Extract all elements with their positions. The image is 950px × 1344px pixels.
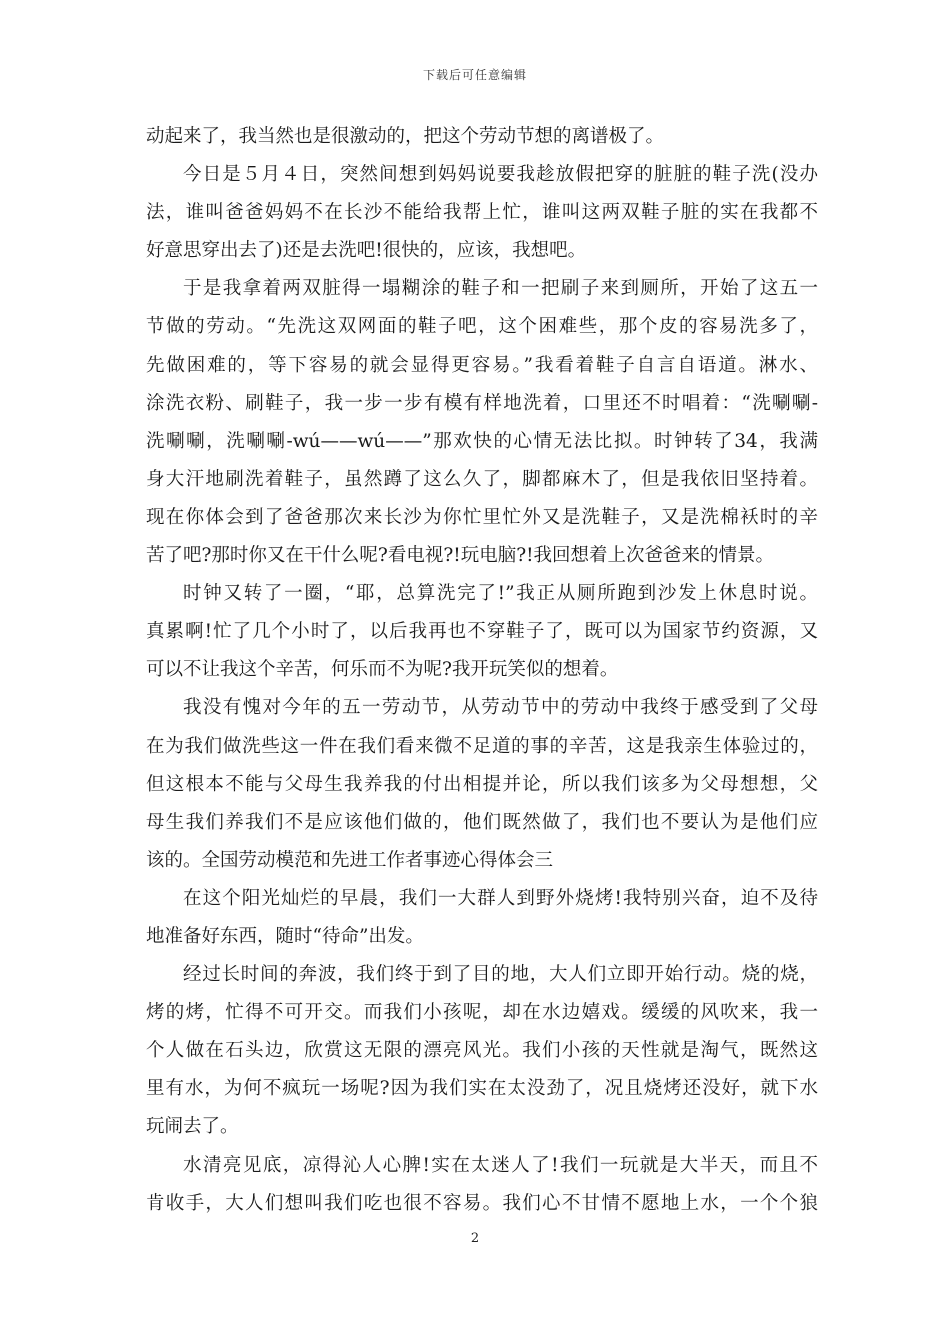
document-body	[146, 118, 818, 1223]
page-header: 下载后可任意编辑	[422, 68, 527, 82]
text-line: 肯收手，大人们想叫我们吃也很不容易。我们心不甘情不愿地上水，一个个狼	[146, 1192, 818, 1214]
text-line: 在为我们做洗些这一件在我们看来微不足道的事的辛苦，这是我亲生体验过的，	[146, 735, 818, 757]
text-line: 节做的劳动。“先洗这双网面的鞋子吧，这个困难些，那个皮的容易洗多了，	[146, 316, 818, 338]
text-line: 水清亮见底，凉得沁人心脾!实在太迷人了!我们一玩就是大半天，而且不	[183, 1154, 818, 1176]
text-line: 我没有愧对今年的五一劳动节，从劳动节中的劳动中我终于感受到了父母	[183, 697, 818, 719]
text-line: 玩闹去了。	[146, 1116, 239, 1138]
text-line: 于是我拿着两双脏得一塌糊涂的鞋子和一把刷子来到厕所，开始了这五一	[183, 278, 818, 300]
text-line: 动起来了，我当然也是很激动的，把这个劳动节想的离谱极了。	[146, 126, 665, 147]
text-line: 母生我们养我们不是应该他们做的，他们既然做了，我们也不要认为是他们应	[146, 811, 818, 833]
text-line: 苦了吧?那时你又在干什么呢?看电视?!玩电脑?!我回想着上次爸爸来的情景。	[146, 545, 775, 567]
text-line: 地准备好东西，随时“待命”出发。	[146, 925, 424, 947]
text-line: 身大汗地刷洗着鞋子，虽然蹲了这么久了，脚都麻木了，但是我依旧坚持着。	[146, 468, 818, 490]
text-line: 里有水，为何不疯玩一场呢?因为我们实在太没劲了，况且烧烤还没好，就下水	[146, 1078, 818, 1100]
text-line: 好意思穿出去了)还是去洗吧!很快的，应该，我想吧。	[146, 240, 587, 262]
text-line: 该的。全国劳动模范和先进工作者事迹心得体会三	[146, 849, 554, 871]
text-line: 烤的烤，忙得不可开交。而我们小孩呢，却在水边嬉戏。缓缓的风吹来，我一	[146, 1002, 818, 1024]
page-number: 2	[470, 1231, 480, 1246]
text-line: 法，谁叫爸爸妈妈不在长沙不能给我帮上忙，谁叫这两双鞋子脏的实在我都不	[146, 202, 818, 224]
text-line: 今日是５月４日，突然间想到妈妈说要我趁放假把穿的脏脏的鞋子洗(没办	[183, 164, 818, 186]
text-line: 洗唰唰，洗唰唰-wú——wú——”那欢快的心情无法比拟。时钟转了34，我满	[146, 430, 818, 452]
text-line: 涂洗衣粉、刷鞋子，我一步一步有模有样地洗着，口里还不时唱着：“洗唰唰-	[146, 392, 818, 414]
text-line: 可以不让我这个辛苦，何乐而不为呢?我开玩笑似的想着。	[146, 659, 619, 681]
text-line: 但这根本不能与父母生我养我的付出相提并论，所以我们该多为父母想想，父	[146, 773, 818, 795]
text-line: 在这个阳光灿烂的早晨，我们一大群人到野外烧烤!我特别兴奋，迫不及待	[183, 887, 818, 909]
text-line: 个人做在石头边，欣赏这无限的漂亮风光。我们小孩的天性就是淘气，既然这	[146, 1040, 818, 1062]
text-line: 先做困难的，等下容易的就会显得更容易。”我看着鞋子自言自语道。淋水、	[146, 354, 818, 376]
text-line: 真累啊!忙了几个小时了，以后我再也不穿鞋子了，既可以为国家节约资源，又	[146, 621, 818, 643]
text-line: 经过长时间的奔波，我们终于到了目的地，大人们立即开始行动。烧的烧，	[183, 964, 818, 986]
text-line: 现在你体会到了爸爸那次来长沙为你忙里忙外又是洗鞋子，又是洗棉袄时的辛	[146, 506, 818, 528]
text-line: 时钟又转了一圈，“耶，总算洗完了!”我正从厕所跑到沙发上休息时说。	[183, 583, 818, 605]
